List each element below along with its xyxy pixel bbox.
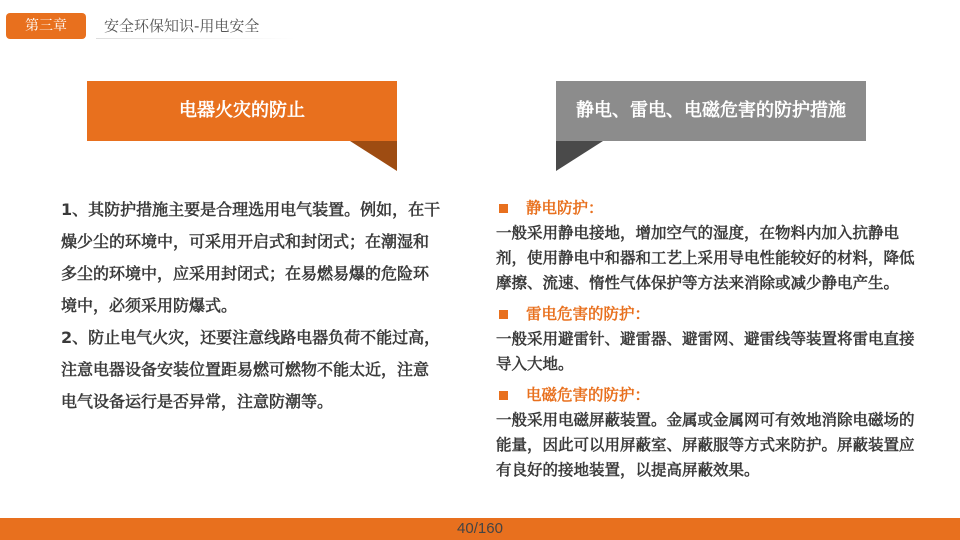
- section-heading-text: 雷电危害的防护：: [526, 305, 651, 323]
- left-paragraph-1: 1、其防护措施主要是合理选用电气装置。例如，在干燥少尘的环境中，可采用开启式和封闭式；在潮湿和多尘的环境中，应采用封闭式；在易燃易爆的危险环境中，必须采用防爆式。: [61, 200, 441, 315]
- lightning-protection-body: 一般采用避雷针、避雷器、避雷网、避雷线等装置将雷电直接导入大地。: [496, 330, 915, 373]
- static-protection-heading: [496, 196, 916, 221]
- right-content: [496, 196, 916, 483]
- section-heading-text: 静电防护：: [526, 199, 604, 217]
- left-content: [61, 194, 441, 418]
- lightning-protection-heading: [496, 302, 916, 327]
- page-number: 40/160: [457, 520, 503, 537]
- left-paragraph-2: 2、防止电气火灾，还要注意线路电器负荷不能过高，注意电器设备安装位置距易燃可燃物不能太近，注意电气设备运行是否异常，注意防潮等。: [61, 328, 441, 411]
- bullet-square-icon: [499, 391, 508, 400]
- section-heading-text: 电磁危害的防护：: [526, 386, 651, 404]
- chapter-badge: 第三章: [6, 13, 86, 39]
- bullet-square-icon: [499, 204, 508, 213]
- right-banner: 静电、雷电、电磁危害的防护措施: [556, 81, 866, 141]
- left-banner: 电器火灾的防止: [87, 81, 397, 141]
- header-divider: [96, 38, 296, 39]
- em-protection-body: 一般采用电磁屏蔽装置。金属或金属网可有效地消除电磁场的能量，因此可以用屏蔽室、屏蔽服等方式来防护。屏蔽装置应有良好的接地装置，以提高屏蔽效果。: [496, 411, 915, 479]
- bullet-square-icon: [499, 310, 508, 319]
- static-protection-body: 一般采用静电接地，增加空气的湿度，在物料内加入抗静电剂，使用静电中和器和工艺上采用导电性能较好的材料，降低摩擦、流速、惰性气体保护等方法来消除或减少静电产生。: [496, 224, 915, 292]
- page-title: 安全环保知识-用电安全: [104, 17, 260, 35]
- em-protection-heading: [496, 383, 916, 408]
- right-banner-fold: [556, 141, 603, 171]
- left-banner-fold: [350, 141, 397, 171]
